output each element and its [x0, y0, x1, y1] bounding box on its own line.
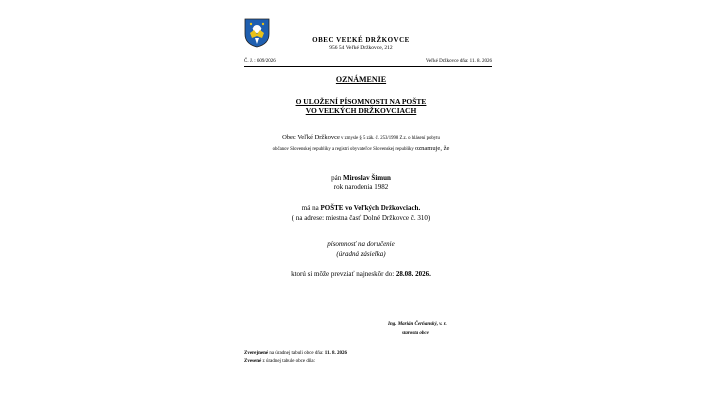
recipient-prefix: pán: [331, 174, 343, 182]
recipient-birth-year: rok narodenia 1982: [333, 183, 389, 191]
intro-line-1: [226, 134, 496, 141]
published-label: Zverejnené: [244, 351, 269, 356]
post-office-name: POŠTE vo Veľkých Držkovciach.: [320, 204, 421, 212]
intro-law-reference: v zmysle § 5 zák. č. 253/1998 Z.z. o hlásení pobytu: [339, 136, 440, 141]
item-description: písomnosť na doručenie: [327, 240, 395, 248]
published-text: na úradnej tabuli obce dňa:: [268, 351, 325, 356]
reference-number: Č. J. : 609/2026: [244, 59, 276, 64]
removed-label: Zvesené: [244, 359, 262, 364]
pickup-date: 28.08. 2026.: [395, 270, 431, 278]
removed-line: [244, 359, 315, 364]
removed-text: z úradnej tabule obce dňa:: [261, 359, 315, 364]
item-type: (úradná zásielka): [336, 250, 386, 258]
municipality-name: OBEC VEĽKÉ DRŽKOVCE: [312, 36, 410, 44]
intro-that: , že: [440, 145, 450, 152]
signatory-title: starosta obce: [402, 331, 429, 336]
intro-register-text: občanov Slovenskej republiky a registri obyvateľov Slovenskej republiky: [272, 147, 416, 152]
intro-announces: oznamuje: [415, 145, 441, 152]
municipality-address: 956 54 Veľké Držkovce, 212: [329, 45, 393, 51]
place-date: Veľké Držkovce dňa: 11. 8. 2026: [425, 59, 492, 64]
intro-line-2: [226, 145, 496, 152]
pickup-deadline-line: [226, 270, 496, 278]
notice-title: OZNÁMENIE: [335, 75, 387, 84]
post-office-line: [226, 204, 496, 212]
notice-subtitle-line-2: VO VEĽKÝCH DRŽKOVCIACH: [305, 106, 417, 115]
notice-subtitle-line-1: O ULOŽENÍ PÍSOMNOSTI NA POŠTE: [295, 97, 427, 106]
recipient-name: Miroslav Šimun: [342, 174, 391, 182]
recipient-line: [226, 174, 496, 182]
intro-municipality: Obec Veľké Držkovce: [282, 134, 340, 141]
post-office-address: ( na adrese: miestna časť Dolné Držkovce č. 310): [291, 214, 431, 222]
post-prefix: má na: [301, 204, 321, 212]
published-line: [244, 351, 347, 356]
published-date: 11. 8. 2026: [324, 351, 347, 356]
header-divider: [244, 66, 492, 67]
signatory-name: Ing. Marián Čerňanský, v. r.: [388, 322, 447, 327]
pickup-text: ktorú si môže prevziať najneskôr do:: [291, 270, 396, 278]
